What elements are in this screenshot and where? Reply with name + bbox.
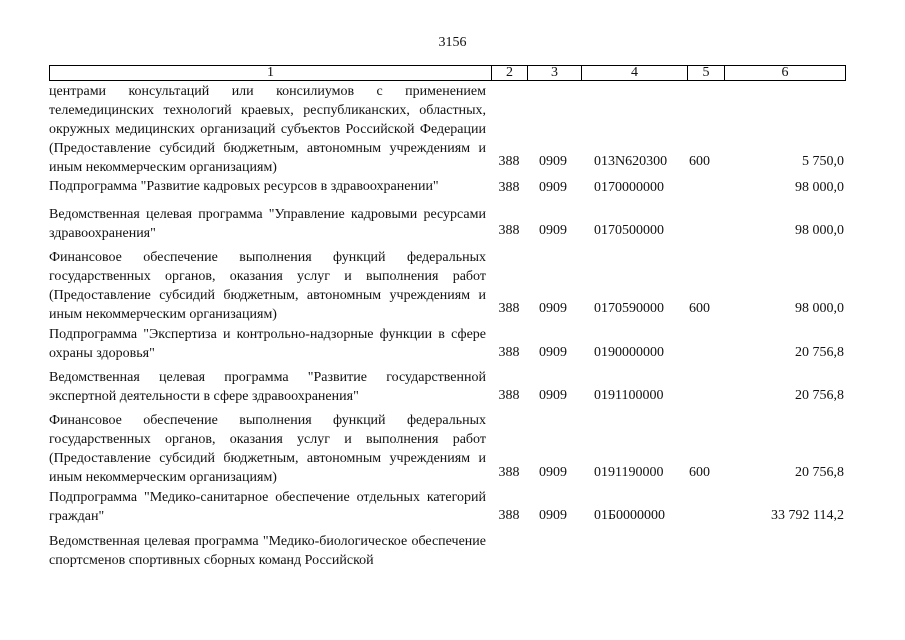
row-target-code: 0170500000 [594,223,664,238]
header-col-3: 3 [528,66,582,80]
table-row [49,82,846,175]
row-admin-code: 388 [498,388,520,403]
table-row [49,177,846,197]
row-amount: 98 000,0 [795,180,844,195]
row-section-code: 0909 [539,388,567,403]
row-description: Ведомственная целевая программа "Медико-биологическое обеспечение спортсменов спортивных сборных команд Российской [49,534,486,568]
row-section-code: 0909 [539,508,567,523]
table-row [49,325,846,362]
row-section-code: 0909 [539,301,567,316]
row-section-code: 0909 [539,465,567,480]
table-row [49,488,846,525]
header-col-5: 5 [688,66,725,80]
row-target-code: 0170590000 [594,301,664,316]
row-admin-code: 388 [498,301,520,316]
header-col-4: 4 [582,66,688,80]
row-description: Ведомственная целевая программа "Развитие государственной экспертной деятельности в сфере здравоохранения" [49,370,486,404]
row-admin-code: 388 [498,154,520,169]
row-amount: 33 792 114,2 [771,508,844,523]
table-row [49,205,846,240]
table-header [49,65,846,81]
page-number: 3156 [438,35,467,50]
row-description: Финансовое обеспечение выполнения функций федеральных государственных органов, оказания услуг и выполнения работ (Предоставление субсидий бюджетным, автономным учреждениям и иным некоммерческим организациям) [49,413,486,485]
row-admin-code: 388 [498,223,520,238]
row-description: Подпрограмма "Медико-санитарное обеспечение отдельных категорий граждан" [49,490,486,524]
table-row [49,411,846,485]
row-target-code: 013N620300 [594,154,668,169]
row-description: Финансовое обеспечение выполнения функций федеральных государственных органов, оказания услуг и выполнения работ (Предоставление субсидий бюджетным, автономным учреждениям и иным некоммерческим организациям) [49,250,486,322]
row-description: Ведомственная целевая программа "Управление кадровыми ресурсами здравоохранения" [49,207,486,241]
header-col-1: 1 [50,66,492,80]
row-amount: 20 756,8 [795,388,844,403]
row-amount: 20 756,8 [795,465,844,480]
row-section-code: 0909 [539,154,567,169]
header-col-6: 6 [781,65,789,80]
header-col-2: 2 [492,66,528,80]
row-description: центрами консультаций или консилиумов с применением телемедицинских технологий краевых, республиканских, областных, окружных медицинских организаций субъектов Российской Федерации (Предоставление субсидий бюджетным, автономным учреждениям и иным некоммерческим организациям) [49,84,486,175]
row-section-code: 0909 [539,223,567,238]
row-target-code: 0191190000 [594,465,664,480]
row-expense-type: 600 [689,465,710,480]
row-target-code: 01Б0000000 [594,508,666,523]
row-admin-code: 388 [498,180,520,195]
row-target-code: 0170000000 [594,180,664,195]
row-amount: 5 750,0 [802,154,844,169]
row-admin-code: 388 [498,465,520,480]
row-expense-type: 600 [689,154,710,169]
row-description: Подпрограмма "Экспертиза и контрольно-надзорные функции в сфере охраны здоровья" [49,327,486,361]
row-section-code: 0909 [539,345,567,360]
row-admin-code: 388 [498,508,520,523]
row-admin-code: 388 [498,345,520,360]
table-row [49,532,846,569]
row-expense-type: 600 [689,301,710,316]
row-description: Подпрограмма "Развитие кадровых ресурсов в здравоохранении" [49,179,439,194]
row-amount: 98 000,0 [795,223,844,238]
row-target-code: 0190000000 [594,345,664,360]
row-section-code: 0909 [539,180,567,195]
table-row [49,248,846,322]
table-row [49,368,846,405]
row-target-code: 0191100000 [594,388,664,403]
row-amount: 98 000,0 [795,301,844,316]
row-amount: 20 756,8 [795,345,844,360]
